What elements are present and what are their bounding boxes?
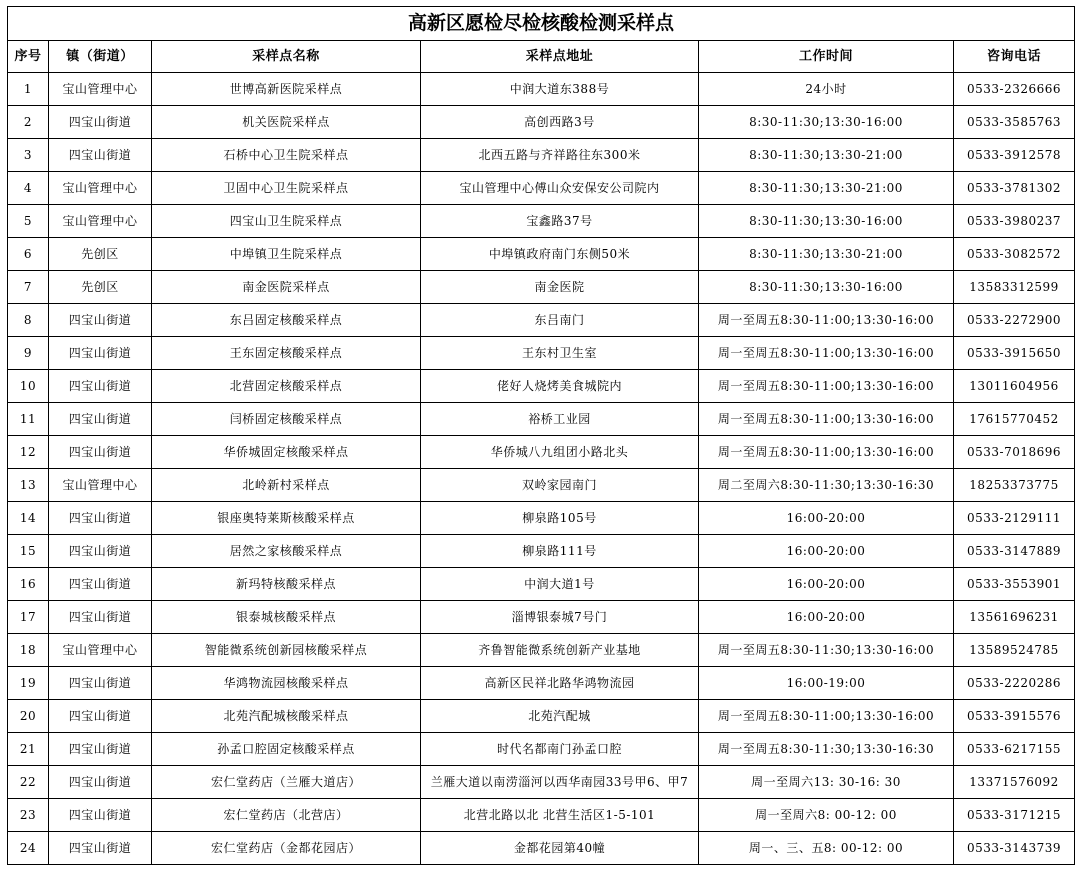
cell-working-hours: 周一至周六13: 30-16: 30 — [699, 766, 954, 799]
cell-phone: 0533-2272900 — [954, 304, 1075, 337]
cell-site-address: 齐鲁智能微系统创新产业基地 — [421, 634, 699, 667]
table-row — [8, 271, 1075, 304]
cell-site-address: 高新区民祥北路华鸿物流园 — [421, 667, 699, 700]
cell-site-address: 佬好人烧烤美食城院内 — [421, 370, 699, 403]
cell-site-name: 华侨城固定核酸采样点 — [152, 436, 421, 469]
header-index: 序号 — [8, 41, 49, 73]
cell-index: 14 — [8, 502, 49, 535]
cell-working-hours: 周一至周五8:30-11:00;13:30-16:00 — [699, 370, 954, 403]
cell-working-hours: 16:00-20:00 — [699, 502, 954, 535]
cell-index: 9 — [8, 337, 49, 370]
cell-phone: 0533-2129111 — [954, 502, 1075, 535]
cell-site-name: 机关医院采样点 — [152, 106, 421, 139]
cell-site-name: 宏仁堂药店（金都花园店） — [152, 832, 421, 865]
cell-index: 19 — [8, 667, 49, 700]
table-row — [8, 436, 1075, 469]
cell-site-address: 金都花园第40幢 — [421, 832, 699, 865]
cell-site-name: 石桥中心卫生院采样点 — [152, 139, 421, 172]
table-row — [8, 337, 1075, 370]
cell-town: 四宝山街道 — [49, 337, 152, 370]
cell-site-address: 柳泉路111号 — [421, 535, 699, 568]
table-row — [8, 73, 1075, 106]
cell-town: 四宝山街道 — [49, 370, 152, 403]
cell-phone: 18253373775 — [954, 469, 1075, 502]
cell-site-name: 东吕固定核酸采样点 — [152, 304, 421, 337]
cell-working-hours: 周一至周五8:30-11:00;13:30-16:00 — [699, 436, 954, 469]
cell-site-name: 宏仁堂药店（兰雁大道店） — [152, 766, 421, 799]
cell-site-address: 北苑汽配城 — [421, 700, 699, 733]
table-row — [8, 370, 1075, 403]
table-row — [8, 139, 1075, 172]
table-row — [8, 601, 1075, 634]
cell-site-address: 兰雁大道以南涝淄河以西华南园33号甲6、甲7 — [421, 766, 699, 799]
cell-site-name: 华鸿物流园核酸采样点 — [152, 667, 421, 700]
cell-site-name: 四宝山卫生院采样点 — [152, 205, 421, 238]
cell-working-hours: 24小时 — [699, 73, 954, 106]
cell-town: 先创区 — [49, 271, 152, 304]
header-phone: 咨询电话 — [954, 41, 1075, 73]
cell-site-address: 裕桥工业园 — [421, 403, 699, 436]
table-row — [8, 799, 1075, 832]
table-row — [8, 469, 1075, 502]
cell-index: 17 — [8, 601, 49, 634]
cell-town: 宝山管理中心 — [49, 73, 152, 106]
cell-town: 宝山管理中心 — [49, 469, 152, 502]
cell-index: 18 — [8, 634, 49, 667]
cell-phone: 0533-6217155 — [954, 733, 1075, 766]
cell-site-name: 孙孟口腔固定核酸采样点 — [152, 733, 421, 766]
cell-working-hours: 周一至周五8:30-11:30;13:30-16:00 — [699, 634, 954, 667]
cell-phone: 0533-2220286 — [954, 667, 1075, 700]
cell-site-address: 中润大道东388号 — [421, 73, 699, 106]
cell-site-address: 北营北路以北 北营生活区1-5-101 — [421, 799, 699, 832]
table-row — [8, 403, 1075, 436]
cell-phone: 17615770452 — [954, 403, 1075, 436]
table-row — [8, 700, 1075, 733]
cell-town: 宝山管理中心 — [49, 172, 152, 205]
cell-index: 12 — [8, 436, 49, 469]
cell-working-hours: 周一至周五8:30-11:30;13:30-16:30 — [699, 733, 954, 766]
cell-town: 四宝山街道 — [49, 403, 152, 436]
cell-working-hours: 周一至周五8:30-11:00;13:30-16:00 — [699, 403, 954, 436]
table-row — [8, 238, 1075, 271]
cell-site-address: 时代名都南门孙孟口腔 — [421, 733, 699, 766]
cell-phone: 13583312599 — [954, 271, 1075, 304]
cell-site-name: 中埠镇卫生院采样点 — [152, 238, 421, 271]
cell-index: 23 — [8, 799, 49, 832]
cell-town: 四宝山街道 — [49, 502, 152, 535]
cell-phone: 0533-7018696 — [954, 436, 1075, 469]
cell-site-address: 中润大道1号 — [421, 568, 699, 601]
cell-site-address: 华侨城八九组团小路北头 — [421, 436, 699, 469]
cell-town: 四宝山街道 — [49, 436, 152, 469]
cell-site-name: 世博高新医院采样点 — [152, 73, 421, 106]
table-row — [8, 172, 1075, 205]
cell-site-name: 银座奥特莱斯核酸采样点 — [152, 502, 421, 535]
header-site-name: 采样点名称 — [152, 41, 421, 73]
cell-working-hours: 8:30-11:30;13:30-21:00 — [699, 139, 954, 172]
cell-site-name: 智能微系统创新园核酸采样点 — [152, 634, 421, 667]
cell-phone: 0533-3147889 — [954, 535, 1075, 568]
cell-site-name: 北营固定核酸采样点 — [152, 370, 421, 403]
cell-working-hours: 16:00-20:00 — [699, 568, 954, 601]
cell-working-hours: 周二至周六8:30-11:30;13:30-16:30 — [699, 469, 954, 502]
cell-site-name: 北岭新村采样点 — [152, 469, 421, 502]
cell-phone: 0533-3915576 — [954, 700, 1075, 733]
cell-site-name: 卫固中心卫生院采样点 — [152, 172, 421, 205]
cell-town: 宝山管理中心 — [49, 634, 152, 667]
sampling-sites-sheet — [7, 6, 1074, 865]
cell-phone: 13589524785 — [954, 634, 1075, 667]
cell-site-address: 淄博银泰城7号门 — [421, 601, 699, 634]
cell-working-hours: 8:30-11:30;13:30-16:00 — [699, 106, 954, 139]
cell-working-hours: 周一至周六8: 00-12: 00 — [699, 799, 954, 832]
cell-site-address: 南金医院 — [421, 271, 699, 304]
header-working-hours: 工作时间 — [699, 41, 954, 73]
cell-phone: 0533-3553901 — [954, 568, 1075, 601]
cell-phone: 0533-3585763 — [954, 106, 1075, 139]
cell-phone: 13561696231 — [954, 601, 1075, 634]
cell-working-hours: 周一、三、五8: 00-12: 00 — [699, 832, 954, 865]
cell-town: 四宝山街道 — [49, 535, 152, 568]
cell-site-name: 银泰城核酸采样点 — [152, 601, 421, 634]
cell-index: 11 — [8, 403, 49, 436]
cell-index: 20 — [8, 700, 49, 733]
cell-site-address: 王东村卫生室 — [421, 337, 699, 370]
header-row — [8, 41, 1075, 73]
cell-index: 4 — [8, 172, 49, 205]
cell-town: 四宝山街道 — [49, 832, 152, 865]
cell-site-address: 东吕南门 — [421, 304, 699, 337]
cell-working-hours: 8:30-11:30;13:30-16:00 — [699, 271, 954, 304]
cell-town: 四宝山街道 — [49, 139, 152, 172]
cell-phone: 0533-3912578 — [954, 139, 1075, 172]
cell-town: 四宝山街道 — [49, 568, 152, 601]
cell-town: 四宝山街道 — [49, 700, 152, 733]
cell-site-address: 柳泉路105号 — [421, 502, 699, 535]
cell-site-name: 王东固定核酸采样点 — [152, 337, 421, 370]
cell-site-address: 宝山管理中心傅山众安保安公司院内 — [421, 172, 699, 205]
cell-index: 7 — [8, 271, 49, 304]
cell-phone: 0533-3781302 — [954, 172, 1075, 205]
cell-site-address: 宝鑫路37号 — [421, 205, 699, 238]
cell-site-address: 中埠镇政府南门东侧50米 — [421, 238, 699, 271]
cell-town: 四宝山街道 — [49, 601, 152, 634]
cell-working-hours: 8:30-11:30;13:30-21:00 — [699, 172, 954, 205]
cell-town: 宝山管理中心 — [49, 205, 152, 238]
cell-phone: 0533-3915650 — [954, 337, 1075, 370]
table-row — [8, 667, 1075, 700]
cell-index: 8 — [8, 304, 49, 337]
table-row — [8, 205, 1075, 238]
cell-site-address: 北西五路与齐祥路往东300米 — [421, 139, 699, 172]
cell-phone: 0533-3082572 — [954, 238, 1075, 271]
cell-working-hours: 16:00-20:00 — [699, 535, 954, 568]
cell-site-name: 居然之家核酸采样点 — [152, 535, 421, 568]
header-town: 镇（街道） — [49, 41, 152, 73]
cell-index: 6 — [8, 238, 49, 271]
table-row — [8, 535, 1075, 568]
cell-town: 四宝山街道 — [49, 667, 152, 700]
cell-phone: 0533-3143739 — [954, 832, 1075, 865]
cell-index: 5 — [8, 205, 49, 238]
table-row — [8, 634, 1075, 667]
cell-site-address: 高创西路3号 — [421, 106, 699, 139]
table-row — [8, 568, 1075, 601]
cell-index: 3 — [8, 139, 49, 172]
table-row — [8, 766, 1075, 799]
table-body — [8, 73, 1075, 865]
table-row — [8, 304, 1075, 337]
table-row — [8, 733, 1075, 766]
table-row — [8, 832, 1075, 865]
cell-index: 13 — [8, 469, 49, 502]
header-site-address: 采样点地址 — [421, 41, 699, 73]
cell-working-hours: 16:00-20:00 — [699, 601, 954, 634]
cell-town: 四宝山街道 — [49, 304, 152, 337]
cell-working-hours: 周一至周五8:30-11:00;13:30-16:00 — [699, 700, 954, 733]
cell-site-name: 北苑汽配城核酸采样点 — [152, 700, 421, 733]
sampling-sites-table — [7, 6, 1075, 865]
cell-index: 16 — [8, 568, 49, 601]
cell-index: 22 — [8, 766, 49, 799]
cell-working-hours: 16:00-19:00 — [699, 667, 954, 700]
cell-phone: 0533-3171215 — [954, 799, 1075, 832]
cell-index: 2 — [8, 106, 49, 139]
cell-phone: 13371576092 — [954, 766, 1075, 799]
cell-working-hours: 8:30-11:30;13:30-21:00 — [699, 238, 954, 271]
cell-index: 15 — [8, 535, 49, 568]
cell-town: 先创区 — [49, 238, 152, 271]
cell-site-name: 闫桥固定核酸采样点 — [152, 403, 421, 436]
cell-index: 24 — [8, 832, 49, 865]
page-title: 高新区愿检尽检核酸检测采样点 — [8, 7, 1075, 41]
cell-town: 四宝山街道 — [49, 106, 152, 139]
cell-site-address: 双岭家园南门 — [421, 469, 699, 502]
cell-working-hours: 周一至周五8:30-11:00;13:30-16:00 — [699, 337, 954, 370]
cell-town: 四宝山街道 — [49, 766, 152, 799]
cell-working-hours: 周一至周五8:30-11:00;13:30-16:00 — [699, 304, 954, 337]
cell-phone: 0533-3980237 — [954, 205, 1075, 238]
cell-index: 21 — [8, 733, 49, 766]
table-row — [8, 502, 1075, 535]
cell-town: 四宝山街道 — [49, 733, 152, 766]
cell-site-name: 新玛特核酸采样点 — [152, 568, 421, 601]
table-row — [8, 106, 1075, 139]
cell-town: 四宝山街道 — [49, 799, 152, 832]
cell-phone: 0533-2326666 — [954, 73, 1075, 106]
cell-working-hours: 8:30-11:30;13:30-16:00 — [699, 205, 954, 238]
cell-phone: 13011604956 — [954, 370, 1075, 403]
cell-index: 1 — [8, 73, 49, 106]
cell-site-name: 南金医院采样点 — [152, 271, 421, 304]
cell-site-name: 宏仁堂药店（北营店） — [152, 799, 421, 832]
cell-index: 10 — [8, 370, 49, 403]
